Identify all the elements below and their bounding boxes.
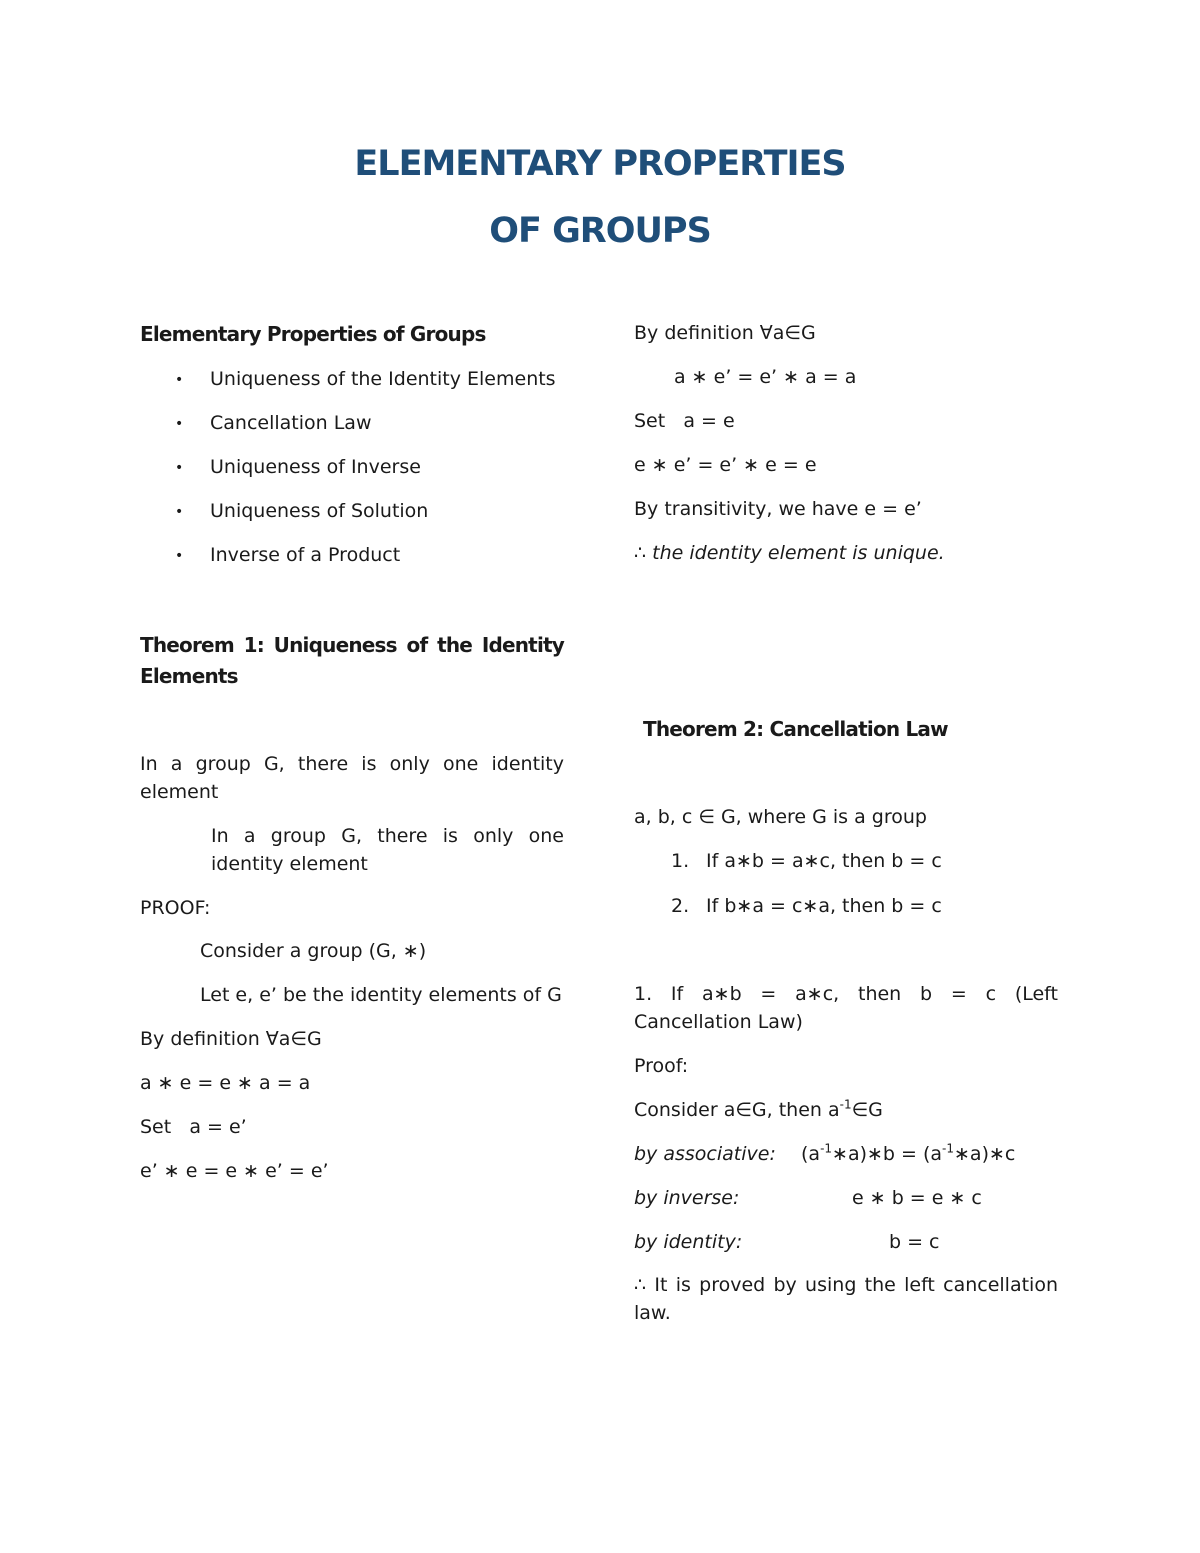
theorem-1-statement: In a group G, there is only one identity element — [140, 753, 564, 803]
proof-line: Set a = e’ — [140, 1116, 247, 1138]
proof-label: Proof: — [634, 1055, 689, 1077]
list-item: Uniqueness of the Identity Elements — [210, 368, 556, 390]
list-item-number: 2. — [671, 895, 690, 917]
list-item: Cancellation Law — [210, 412, 372, 434]
expr-part: (a — [801, 1143, 821, 1165]
list-item-number: 1. — [671, 850, 690, 872]
step-label: by identity: — [634, 1231, 743, 1253]
step-expression — [801, 1140, 1015, 1168]
proof-line: By definition ∀a∈G — [140, 1028, 322, 1050]
proof-line: By transitivity, we have e = e’ — [634, 498, 922, 520]
step-expression: b = c — [889, 1231, 940, 1253]
bullet-icon: • — [175, 548, 184, 564]
theorem-1-title: Theorem 1: Uniqueness of the Identity Elements — [140, 633, 564, 688]
superscript: -1 — [820, 1141, 833, 1156]
list-item: If b∗a = c∗a, then b = c — [706, 895, 942, 917]
proof-label: PROOF: — [140, 897, 211, 919]
bullet-icon: • — [175, 460, 184, 476]
list-item: Inverse of a Product — [210, 544, 401, 566]
proof-line: Let e, e’ be the identity elements of G — [200, 984, 562, 1006]
proof-line: Consider a group (G, ∗) — [200, 940, 427, 962]
case-1-heading: 1. If a∗b = a∗c, then b = c (Left Cancellation Law) — [634, 983, 1058, 1033]
list-item: Uniqueness of Solution — [210, 500, 429, 522]
final-conclusion — [634, 1271, 1058, 1327]
expr-part: ∗a)∗c — [954, 1143, 1016, 1165]
superscript: -1 — [839, 1097, 852, 1112]
step-expression: e ∗ b = e ∗ c — [852, 1187, 982, 1209]
proof-line: By definition ∀a∈G — [634, 322, 816, 344]
theorem-2-title: Theorem 2: Cancellation Law — [643, 717, 948, 741]
final-text: It is proved by using the left cancellation law. — [634, 1274, 1058, 1324]
proof-equation: a ∗ e = e ∗ a = a — [140, 1072, 311, 1094]
proof-equation: e ∗ e’ = e’ ∗ e = e — [634, 454, 817, 476]
list-item: If a∗b = a∗c, then b = c — [706, 850, 942, 872]
superscript: -1 — [942, 1141, 955, 1156]
proof-equation: a ∗ e’ = e’ ∗ a = a — [674, 366, 857, 388]
bullet-icon: • — [175, 504, 184, 520]
list-item: Uniqueness of Inverse — [210, 456, 421, 478]
theorem-2-given: a, b, c ∈ G, where G is a group — [634, 806, 927, 828]
therefore-icon: ∴ — [634, 1274, 647, 1296]
theorem-1-statement-indented: In a group G, there is only one identity element — [211, 825, 564, 875]
bullet-icon: • — [175, 372, 184, 388]
conclusion-line — [634, 539, 945, 567]
expr-part: ∗a)∗b = (a — [832, 1143, 943, 1165]
proof-text: ∈G — [851, 1099, 883, 1121]
page-title-line-2: OF GROUPS — [489, 211, 711, 251]
conclusion-text: the identity element is unique. — [652, 542, 945, 564]
proof-text: Consider a∈G, then a — [634, 1099, 840, 1121]
proof-equation: e’ ∗ e = e ∗ e’ = e’ — [140, 1160, 329, 1182]
proof-line: Set a = e — [634, 410, 735, 432]
bullet-icon: • — [175, 416, 184, 432]
proof-line — [634, 1096, 883, 1124]
step-label: by associative: — [634, 1143, 776, 1165]
therefore-icon: ∴ — [634, 542, 647, 564]
page-title-line-1: ELEMENTARY PROPERTIES — [354, 144, 846, 184]
section-heading: Elementary Properties of Groups — [140, 322, 486, 346]
step-label: by inverse: — [634, 1187, 740, 1209]
